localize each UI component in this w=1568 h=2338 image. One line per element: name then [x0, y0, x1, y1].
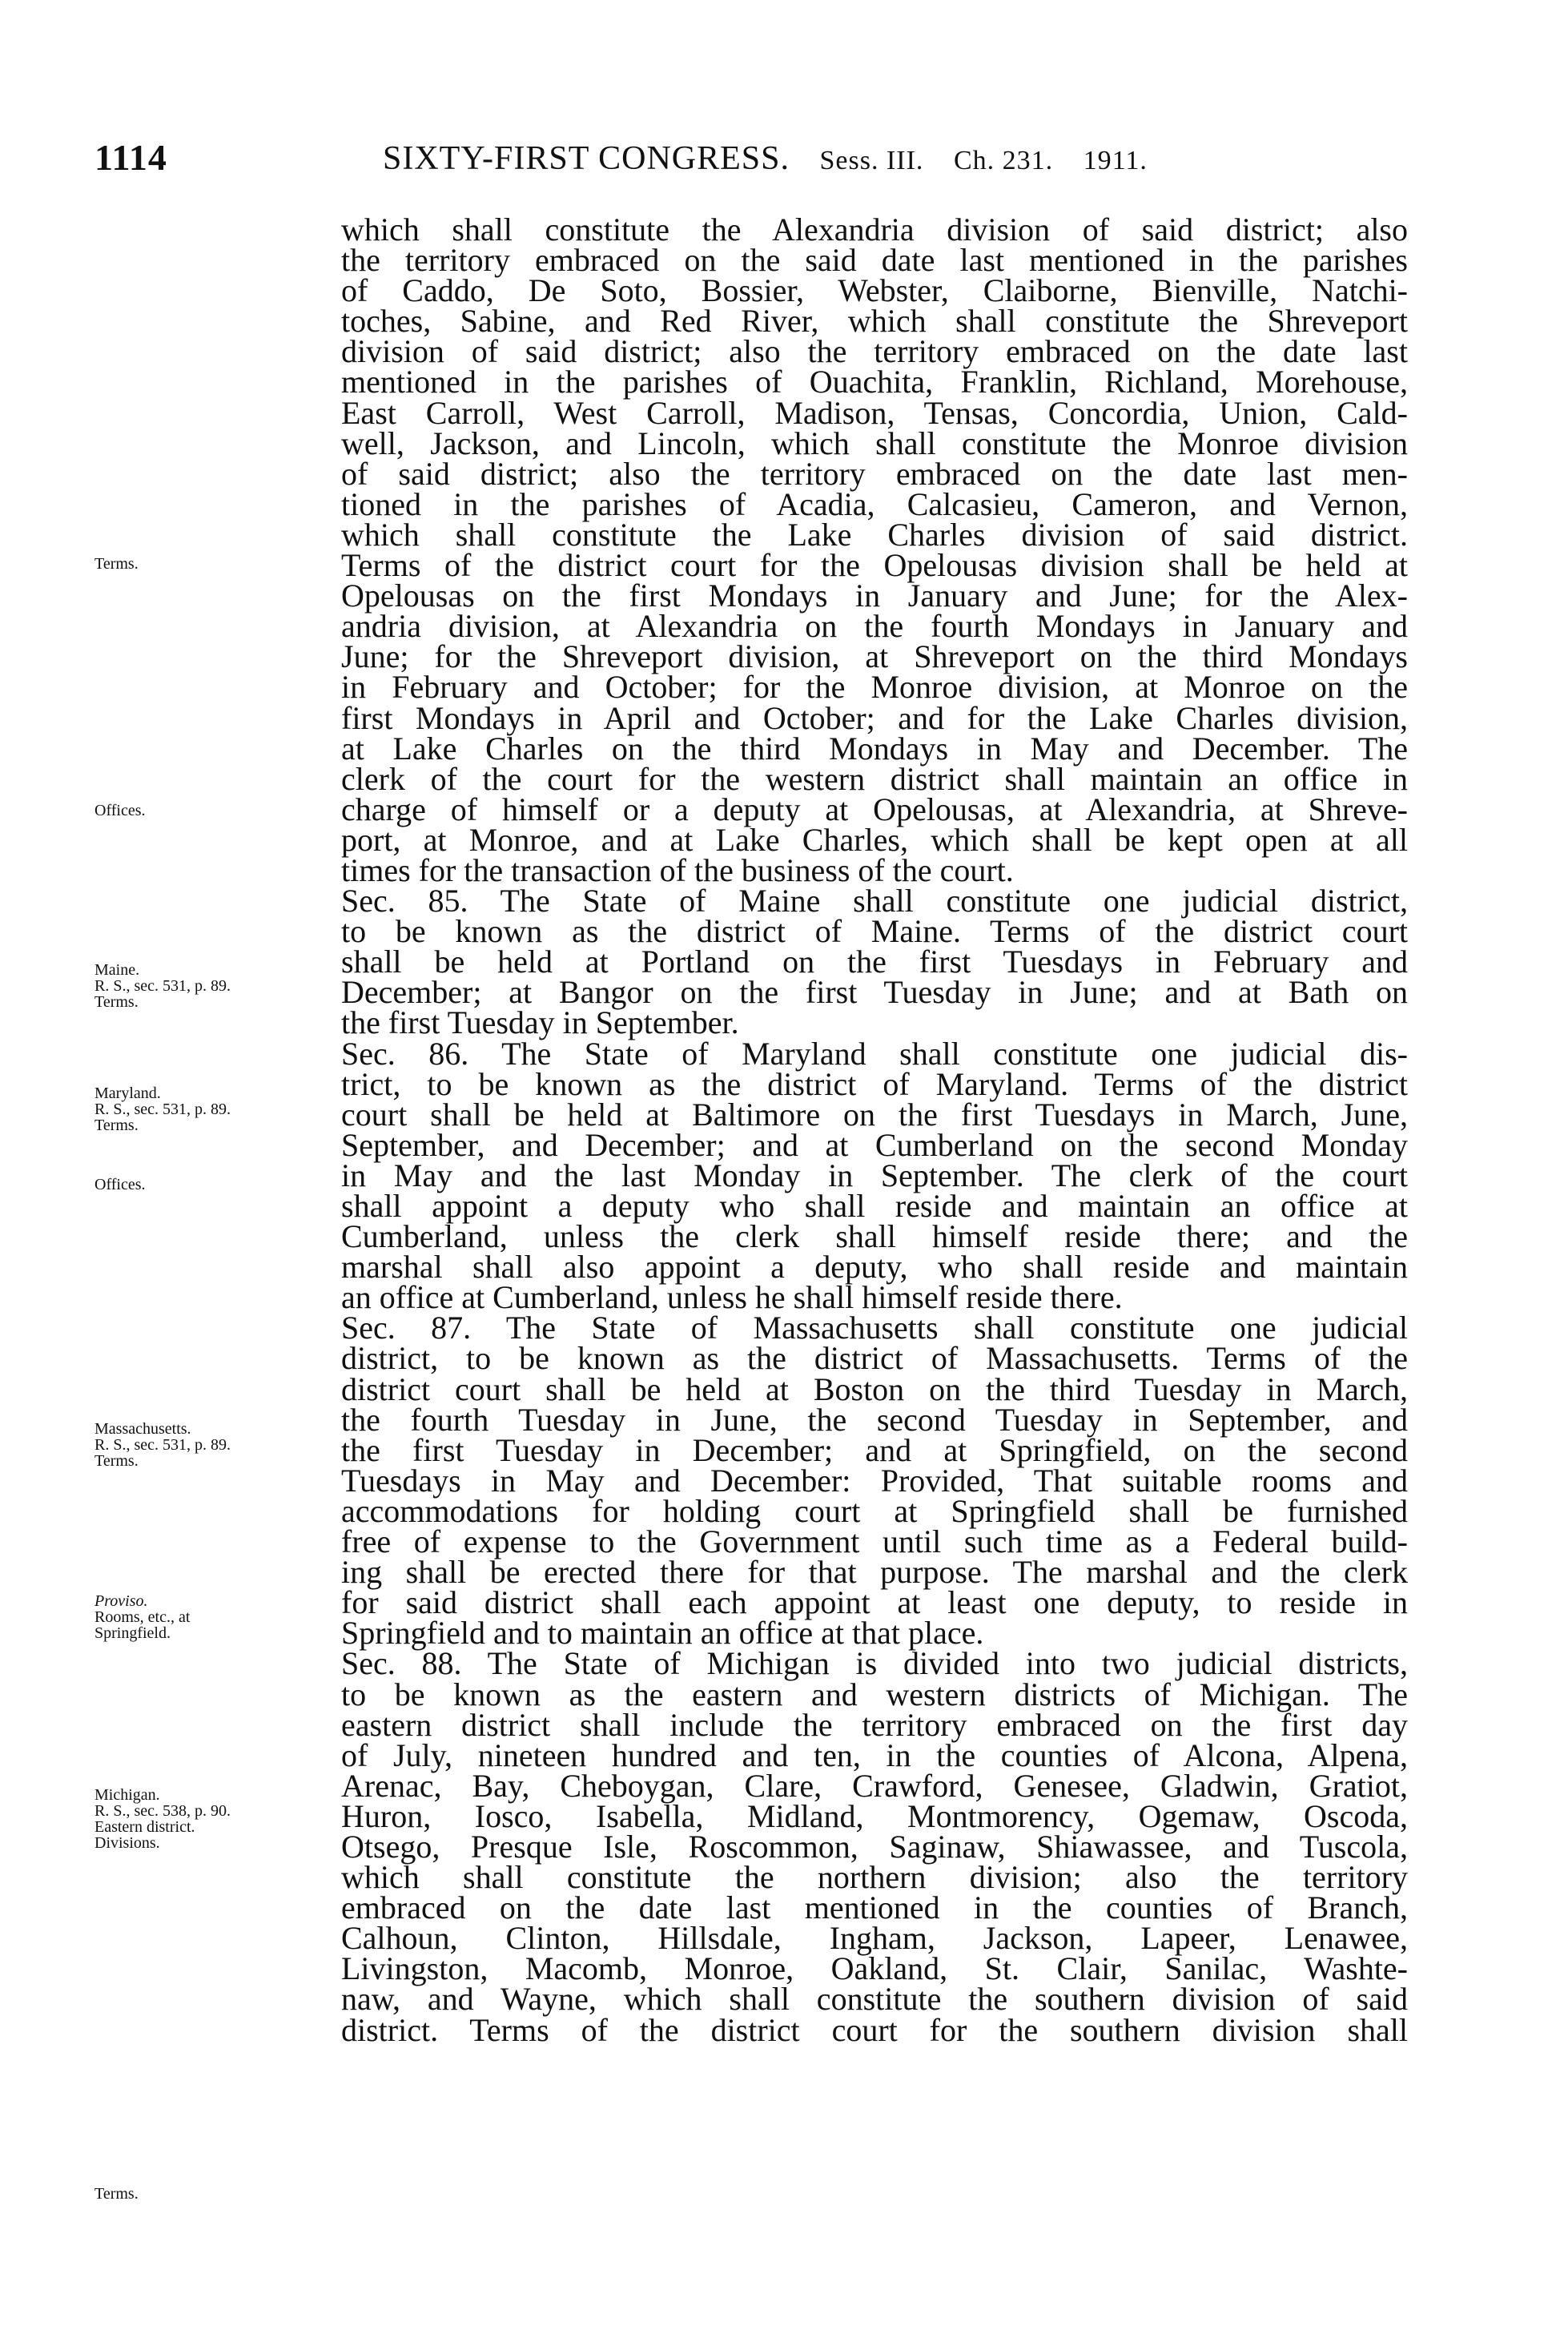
text-line: tioned in the parishes of Acadia, Calcasieu, Cameron, and Vernon,	[341, 485, 1408, 522]
text-line: marshal shall also appoint a deputy, who shall reside and maintain	[341, 1249, 1408, 1286]
text-line: the fourth Tuesday in June, the second Tuesday in September, and	[341, 1401, 1408, 1438]
text-line: for said district shall each appoint at least one deputy, to reside in	[341, 1584, 1408, 1621]
margin-note-offices: Offices.	[94, 802, 146, 819]
text-line: Sec. 86. The State of Maryland shall constitute one judicial dis-	[341, 1035, 1408, 1072]
text-line: Springfield and to maintain an office at that place.	[341, 1615, 984, 1652]
text-line: Arenac, Bay, Cheboygan, Clare, Crawford, Genesee, Gladwin, Gratiot,	[341, 1767, 1408, 1804]
text-line: district court shall be held at Boston on the third Tuesday in March,	[341, 1370, 1408, 1407]
text-line: an office at Cumberland, unless he shall himself reside there.	[341, 1279, 1123, 1316]
text-line: at Lake Charles on the third Mondays in May and December. The	[341, 730, 1408, 767]
text-line: Calhoun, Clinton, Hillsdale, Ingham, Jackson, Lapeer, Lenawee,	[341, 1920, 1408, 1957]
text-line: of Caddo, De Soto, Bossier, Webster, Claiborne, Bienville, Natchi-	[341, 272, 1408, 309]
text-line: the first Tuesday in September.	[341, 1004, 739, 1041]
margin-note-offices-2: Offices.	[94, 1176, 146, 1193]
margin-note-terms-2: Terms.	[94, 2185, 139, 2203]
session-label: Sess. III.	[819, 146, 924, 175]
text-line: Sec. 87. The State of Massachusetts shall constitute one judicial	[341, 1310, 1408, 1346]
text-line: Sec. 85. The State of Maine shall constitute one judicial district,	[341, 883, 1408, 920]
chapter-label: Ch. 231.	[953, 146, 1054, 175]
text-line: port, at Monroe, and at Lake Charles, which shall be kept open at all	[341, 821, 1408, 858]
margin-note-proviso: Proviso.	[94, 1592, 148, 1610]
text-line: andria division, at Alexandria on the fourth Mondays in January and	[341, 608, 1408, 645]
running-head	[383, 139, 1168, 178]
margin-note-terms: Terms.	[94, 555, 139, 573]
text-line: of said district; also the territory embraced on the date last men-	[341, 455, 1408, 492]
text-line: to be known as the district of Maine. Terms of the district court	[341, 913, 1408, 950]
text-line: in May and the last Monday in September. The clerk of the court	[341, 1157, 1408, 1193]
text-line: clerk of the court for the western district shall maintain an office in	[341, 760, 1408, 797]
text-line: accommodations for holding court at Springfield shall be furnished	[341, 1492, 1408, 1529]
text-line: free of expense to the Government until such time as a Federal build-	[341, 1523, 1408, 1560]
text-line: Cumberland, unless the clerk shall himself reside there; and the	[341, 1218, 1408, 1255]
margin-note-divisions: Divisions.	[94, 1834, 160, 1852]
text-line: eastern district shall include the territory embraced on the first day	[341, 1706, 1408, 1743]
text-line: Sec. 88. The State of Michigan is divided into two judicial districts,	[341, 1645, 1408, 1682]
text-line: Terms of the district court for the Opelousas division shall be held at	[341, 547, 1408, 584]
margin-note-massachusetts: Massachusetts.	[94, 1420, 191, 1438]
text-line: ing shall be erected there for that purpose. The marshal and the clerk	[341, 1554, 1408, 1591]
text-line: shall be held at Portland on the first Tuesdays in February and	[341, 944, 1408, 980]
text-line: trict, to be known as the district of Maryland. Terms of the district	[341, 1065, 1408, 1102]
text-line: Huron, Iosco, Isabella, Midland, Montmorency, Ogemaw, Oscoda,	[341, 1797, 1408, 1834]
text-line: district, to be known as the district of Massachusetts. Terms of the	[341, 1340, 1408, 1377]
text-line: court shall be held at Baltimore on the first Tuesdays in March, June,	[341, 1096, 1408, 1133]
text-line: Tuesdays in May and December: Provided, That suitable rooms and	[341, 1462, 1408, 1499]
margin-note-maryland-terms: Terms.	[94, 1117, 139, 1134]
text-line: well, Jackson, and Lincoln, which shall constitute the Monroe division	[341, 425, 1408, 461]
margin-note-maryland-ref: R. S., sec. 531, p. 89.	[94, 1101, 231, 1118]
congress-title: SIXTY-FIRST CONGRESS.	[383, 140, 790, 177]
statute-text	[341, 211, 1408, 2048]
text-line: first Mondays in April and October; and for the Lake Charles division,	[341, 699, 1408, 736]
text-line: in February and October; for the Monroe division, at Monroe on the	[341, 669, 1408, 706]
text-line: charge of himself or a deputy at Opelousas, at Alexandria, at Shreve-	[341, 791, 1408, 827]
text-line: which shall constitute the Lake Charles division of said district.	[341, 516, 1408, 553]
text-line: division of said district; also the territory embraced on the date last	[341, 333, 1408, 370]
text-line: East Carroll, West Carroll, Madison, Tensas, Concordia, Union, Cald-	[341, 394, 1408, 431]
margin-note-springfield: Springfield.	[94, 1624, 171, 1642]
text-line: September, and December; and at Cumberland on the second Monday	[341, 1126, 1408, 1163]
text-line: mentioned in the parishes of Ouachita, Franklin, Richland, Morehouse,	[341, 364, 1408, 400]
text-line: June; for the Shreveport division, at Shreveport on the third Mondays	[341, 638, 1408, 675]
text-line: Livingston, Macomb, Monroe, Oakland, St. Clair, Sanilac, Washte-	[341, 1950, 1408, 1987]
text-line: the first Tuesday in December; and at Springfield, on the second	[341, 1431, 1408, 1468]
text-line: embraced on the date last mentioned in the counties of Branch,	[341, 1889, 1408, 1926]
text-line: the territory embraced on the said date last mentioned in the parishes	[341, 242, 1408, 279]
text-line: of July, nineteen hundred and ten, in the counties of Alcona, Alpena,	[341, 1736, 1408, 1773]
margin-note-maine: Maine.	[94, 961, 140, 979]
text-line: district. Terms of the district court for the southern division shall	[341, 2011, 1408, 2048]
margin-note-massachusetts-ref: R. S., sec. 531, p. 89.	[94, 1436, 231, 1454]
text-line: naw, and Wayne, which shall constitute the southern division of said	[341, 1981, 1408, 2018]
margin-note-maryland: Maryland.	[94, 1084, 161, 1102]
margin-note-massachusetts-terms: Terms.	[94, 1452, 139, 1470]
text-line: to be known as the eastern and western districts of Michigan. The	[341, 1676, 1408, 1712]
text-line: Otsego, Presque Isle, Roscommon, Saginaw, Shiawassee, and Tuscola,	[341, 1828, 1408, 1865]
text-line: which shall constitute the Alexandria division of said district; also	[341, 211, 1408, 247]
margin-note-michigan-ref: R. S., sec. 538, p. 90.	[94, 1802, 231, 1820]
page-header	[0, 136, 1568, 184]
text-line: December; at Bangor on the first Tuesday in June; and at Bath on	[341, 974, 1408, 1011]
page-number: 1114	[94, 137, 167, 178]
text-line: shall appoint a deputy who shall reside and maintain an office at	[341, 1188, 1408, 1224]
margin-note-eastern-district: Eastern district.	[94, 1818, 195, 1836]
margin-note-maine-ref: R. S., sec. 531, p. 89.	[94, 977, 231, 995]
text-line: Opelousas on the first Mondays in January and June; for the Alex-	[341, 577, 1408, 614]
margin-note-rooms: Rooms, etc., at	[94, 1608, 191, 1626]
margin-note-michigan: Michigan.	[94, 1786, 160, 1804]
text-line: times for the transaction of the business of the court.	[341, 851, 1014, 888]
text-line: which shall constitute the northern division; also the territory	[341, 1859, 1408, 1896]
margin-note-maine-terms: Terms.	[94, 993, 139, 1011]
text-line: toches, Sabine, and Red River, which shall constitute the Shreveport	[341, 303, 1408, 340]
year-label: 1911.	[1083, 146, 1148, 175]
